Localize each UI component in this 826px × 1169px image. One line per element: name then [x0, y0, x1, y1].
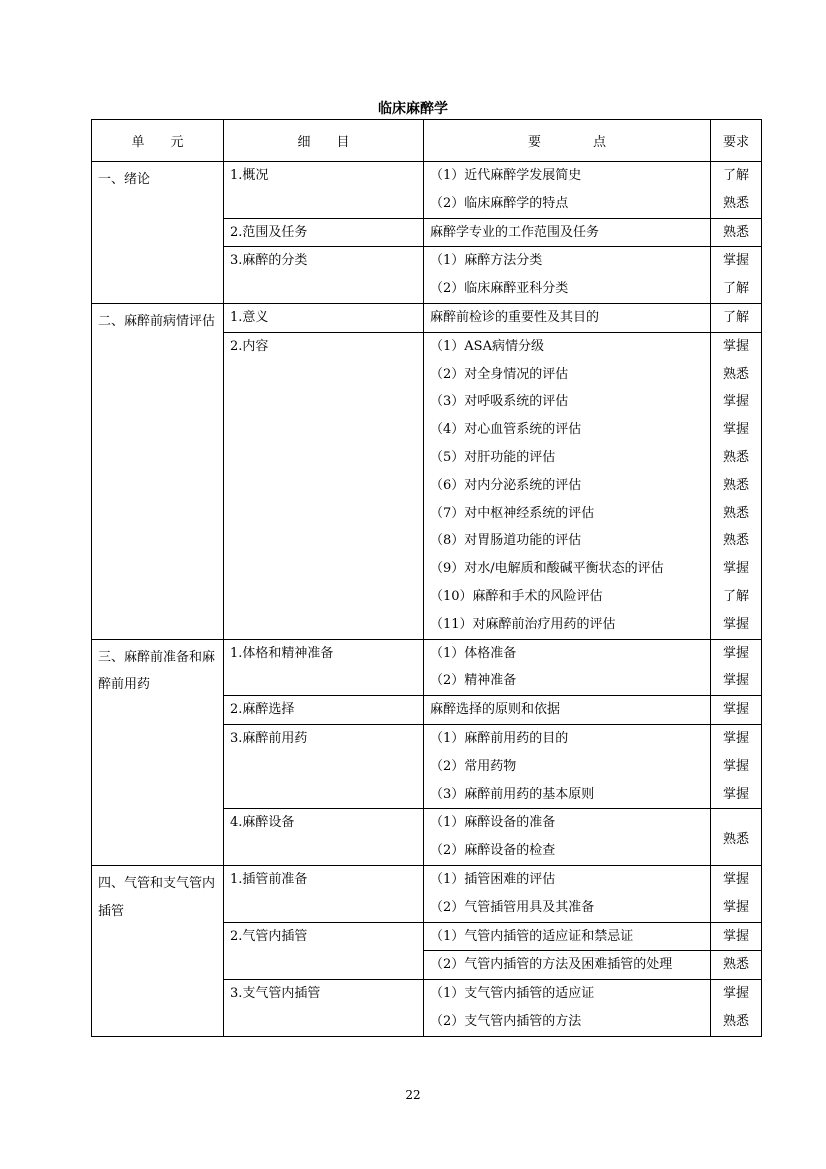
item-cell: [224, 980, 424, 1037]
point-text: 麻醉学专业的工作范围及任务: [430, 224, 600, 240]
point-text: （1）近代麻醉学发展简史: [430, 168, 582, 183]
item-cell: [224, 696, 424, 725]
requirement-level: 掌握: [722, 645, 749, 661]
requirement-cell: [711, 162, 762, 219]
requirement-cell: [711, 951, 762, 980]
item-label: 3.麻醉前用药: [230, 730, 308, 746]
item-cell: [224, 639, 424, 696]
item-label: 4.麻醉设备: [230, 815, 295, 831]
page-title: 临床麻醉学: [378, 101, 448, 117]
item-cell: [224, 332, 424, 639]
requirement-cell: [711, 303, 762, 332]
requirement-level: 了解: [722, 168, 749, 183]
unit-cell: 二、麻醉前病情评估: [92, 303, 224, 639]
requirement-level: 掌握: [722, 928, 749, 944]
requirement-level: 掌握: [722, 871, 749, 887]
point-text: （1）麻醉前用药的目的: [430, 730, 569, 746]
point-text: （3）麻醉前用药的基本原则: [430, 786, 595, 802]
point-text: （3）对呼吸系统的评估: [430, 394, 569, 410]
point-text: （10）麻醉和手术的风险评估: [430, 588, 603, 604]
item-label: 2.内容: [230, 338, 269, 354]
requirement-level: 掌握: [722, 986, 749, 1002]
point-text: （7）对中枢神经系统的评估: [430, 505, 595, 521]
requirement-level: 掌握: [722, 422, 749, 438]
requirement-cell: [711, 247, 762, 304]
requirement-level: 掌握: [722, 899, 749, 915]
requirement-level: 熟悉: [722, 195, 749, 211]
requirement-level: 熟悉: [722, 366, 749, 382]
requirement-cell: [711, 724, 762, 808]
points-cell: [424, 696, 711, 725]
requirement-level: 掌握: [722, 758, 749, 774]
requirement-level: 掌握: [722, 616, 749, 632]
requirement-level: 掌握: [722, 253, 749, 269]
item-label: 1.插管前准备: [230, 871, 308, 887]
header-requirement: 要求: [711, 120, 762, 162]
point-text: （1）麻醉设备的准备: [430, 815, 556, 831]
point-text: （4）对心血管系统的评估: [430, 422, 582, 438]
point-text: 麻醉选择的原则和依据: [430, 702, 561, 718]
point-text: （2）气管内插管的方法及困难插管的处理: [430, 957, 673, 973]
item-label: 2.范围及任务: [230, 224, 308, 240]
requirement-level: 掌握: [722, 730, 749, 746]
item-label: 3.支气管内插管: [230, 986, 321, 1002]
requirement-cell: [711, 922, 762, 951]
requirement-level: 掌握: [722, 673, 749, 689]
requirement-level: 熟悉: [722, 957, 749, 973]
requirement-level: 熟悉: [722, 224, 749, 240]
unit-cell: 三、麻醉前准备和麻醉前用药: [92, 639, 224, 865]
point-text: （1）麻醉方法分类: [430, 253, 543, 269]
requirement-level: 了解: [722, 309, 749, 325]
item-cell: [224, 724, 424, 808]
points-cell: [424, 951, 711, 980]
point-text: （2）对全身情况的评估: [430, 366, 569, 382]
table-row: [92, 865, 762, 922]
requirement-level: 掌握: [722, 786, 749, 802]
point-text: （11）对麻醉前治疗用药的评估: [430, 616, 616, 632]
page-number: 22: [405, 1088, 421, 1102]
point-text: （1）气管内插管的适应证和禁忌证: [430, 928, 634, 944]
requirement-level: 熟悉: [722, 1013, 749, 1029]
point-text: （1）体格准备: [430, 645, 517, 661]
table-row: [92, 639, 762, 696]
requirement-cell: [711, 980, 762, 1037]
point-text: （2）常用药物: [430, 758, 517, 774]
points-cell: [424, 922, 711, 951]
header-row: [92, 120, 762, 162]
header-item: 细 目: [224, 120, 424, 162]
points-cell: [424, 639, 711, 696]
item-label: 1.体格和精神准备: [230, 645, 334, 661]
syllabus-table: [91, 119, 762, 1037]
item-cell: [224, 303, 424, 332]
requirement-cell: [711, 218, 762, 247]
requirement-level: 熟悉: [722, 477, 749, 493]
item-label: 3.麻醉的分类: [230, 253, 308, 269]
point-text: （2）精神准备: [430, 673, 517, 689]
requirement-cell: 熟悉: [711, 809, 762, 866]
requirement-level: 掌握: [722, 702, 749, 718]
unit-cell: 四、气管和支气管内插管: [92, 865, 224, 1036]
point-text: （8）对胃肠道功能的评估: [430, 533, 582, 549]
point-text: （6）对内分泌系统的评估: [430, 477, 582, 493]
requirement-level: 掌握: [722, 561, 749, 577]
point-text: （1）插管困难的评估: [430, 871, 556, 887]
requirement-level: 熟悉: [722, 449, 749, 465]
points-cell: [424, 724, 711, 808]
item-cell: [224, 247, 424, 304]
requirement-level: 掌握: [722, 394, 749, 410]
table-row: [92, 303, 762, 332]
point-text: 麻醉前检诊的重要性及其目的: [430, 309, 600, 325]
points-cell: [424, 332, 711, 639]
item-cell: [224, 218, 424, 247]
unit-cell: 一、绪论: [92, 162, 224, 304]
requirement-level: 熟悉: [722, 533, 749, 549]
item-cell: [224, 922, 424, 980]
requirement-cell: [711, 332, 762, 639]
point-text: （2）临床麻醉学的特点: [430, 195, 569, 211]
point-text: （1）支气管内插管的适应证: [430, 986, 595, 1002]
points-cell: [424, 980, 711, 1037]
item-cell: [224, 162, 424, 219]
header-points: 要 点: [424, 120, 711, 162]
point-text: （2）麻醉设备的检查: [430, 843, 556, 859]
point-text: （9）对水/电解质和酸碱平衡状态的评估: [430, 561, 664, 577]
points-cell: [424, 218, 711, 247]
requirement-level: 熟悉: [722, 505, 749, 521]
point-text: （5）对肝功能的评估: [430, 449, 556, 465]
header-unit: 单 元: [92, 120, 224, 162]
item-label: 1.意义: [230, 309, 269, 325]
points-cell: [424, 303, 711, 332]
points-cell: [424, 865, 711, 922]
requirement-cell: [711, 865, 762, 922]
item-label: 2.气管内插管: [230, 928, 308, 944]
point-text: （2）临床麻醉亚科分类: [430, 281, 569, 297]
point-text: （2）支气管内插管的方法: [430, 1013, 582, 1029]
item-label: 1.概况: [230, 168, 269, 183]
item-cell: [224, 865, 424, 922]
item-label: 2.麻醉选择: [230, 702, 295, 718]
points-cell: [424, 809, 711, 866]
requirement-level: 了解: [722, 281, 749, 297]
table-row: [92, 162, 762, 219]
item-cell: [224, 809, 424, 866]
point-text: （2）气管插管用具及其准备: [430, 899, 595, 915]
point-text: （1）ASA病情分级: [430, 338, 544, 354]
requirement-level: 了解: [722, 588, 749, 604]
requirement-cell: [711, 639, 762, 696]
points-cell: [424, 162, 711, 219]
points-cell: [424, 247, 711, 304]
requirement-level: 掌握: [722, 338, 749, 354]
requirement-cell: [711, 696, 762, 725]
